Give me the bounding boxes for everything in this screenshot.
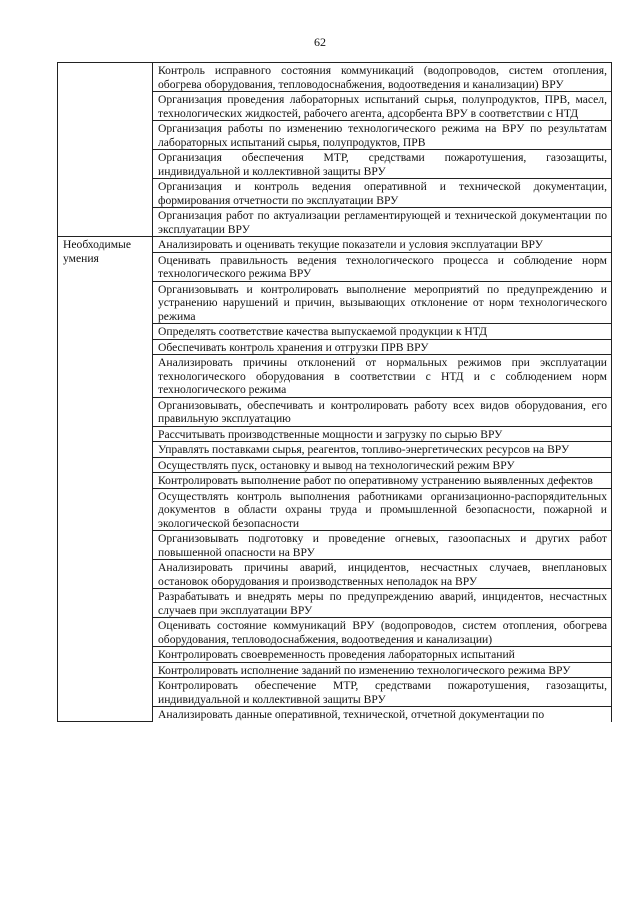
row-text: Контролировать обеспечение МТР, средствами пожаротушения, газозащиты, индивидуальной и коллективной защиты ВРУ [153,678,612,707]
row-text: Анализировать данные оперативной, технической, отчетной документации по [153,707,612,722]
row-text: Организация и контроль ведения оперативной и технической документации, формирования отчетности по эксплуатации ВРУ [153,179,612,208]
row-text: Оценивать состояние коммуникаций ВРУ (водопроводов, систем отопления, обогрева оборудования, тепловодоснабжения, водоотведения и канализации) [153,618,612,647]
table-row [58,237,612,253]
row-text: Анализировать причины аварий, инцидентов, несчастных случаев, внеплановых остановок оборудования и производственных неполадок на ВРУ [153,560,612,589]
row-text: Организация работы по изменению технологического режима на ВРУ по результатам лабораторных испытаний сырья, полупродуктов, ПРВ [153,121,612,150]
row-text: Разрабатывать и внедрять меры по предупреждению аварий, инцидентов, несчастных случаев при эксплуатации ВРУ [153,589,612,618]
row-text: Контролировать своевременность проведения лабораторных испытаний [153,647,612,663]
row-text: Обеспечивать контроль хранения и отгрузки ПРВ ВРУ [153,339,612,355]
row-text: Организация работ по актуализации регламентирующей и технической документации по эксплуатации ВРУ [153,208,612,237]
row-text: Оценивать правильность ведения технологического процесса и соблюдение норм технологического режима ВРУ [153,252,612,281]
row-text: Анализировать причины отклонений от нормальных режимов при эксплуатации технологического оборудования в соответствии с НТД и с соблюдением норм технологического режима [153,355,612,398]
row-text: Анализировать и оценивать текущие показатели и условия эксплуатации ВРУ [153,237,612,253]
category-cell [58,63,153,237]
row-text: Рассчитывать производственные мощности и загрузку по сырью ВРУ [153,426,612,442]
row-text: Организовывать подготовку и проведение огневых, газоопасных и других работ повышенной опасности на ВРУ [153,531,612,560]
row-text: Осуществлять пуск, остановку и вывод на технологический режим ВРУ [153,457,612,473]
category-cell: Необходимые умения [58,237,153,722]
page-number: 62 [314,35,326,49]
row-text: Осуществлять контроль выполнения работниками организационно-распорядительных документов в области охраны труда и промышленной безопасности, пожарной и экологической безопасности [153,488,612,531]
row-text: Контролировать выполнение работ по оперативному устранению выявленных дефектов [153,473,612,489]
row-text: Организация обеспечения МТР, средствами пожаротушения, газозащиты, индивидуальной и коллективной защиты ВРУ [153,150,612,179]
row-text: Управлять поставками сырья, реагентов, топливо-энергетических ресурсов на ВРУ [153,442,612,458]
competency-table [57,62,612,722]
row-text: Определять соответствие качества выпускаемой продукции к НТД [153,324,612,340]
row-text: Контролировать исполнение заданий по изменению технологического режима ВРУ [153,662,612,678]
table-row [58,63,612,92]
row-text: Организовывать и контролировать выполнение мероприятий по предупреждению и устранению нарушений и причин, вызывающих отклонение от норм технологического режима [153,281,612,324]
row-text: Организовывать, обеспечивать и контролировать работу всех видов оборудования, его правильную эксплуатацию [153,397,612,426]
row-text: Контроль исправного состояния коммуникаций (водопроводов, систем отопления, обогрева оборудования, тепловодоснабжения, водоотведения и канализации) ВРУ [153,63,612,92]
row-text: Организация проведения лабораторных испытаний сырья, полупродуктов, ПРВ, масел, технологических жидкостей, рабочего агента, адсорбента ВРУ в соответствии с НТД [153,92,612,121]
